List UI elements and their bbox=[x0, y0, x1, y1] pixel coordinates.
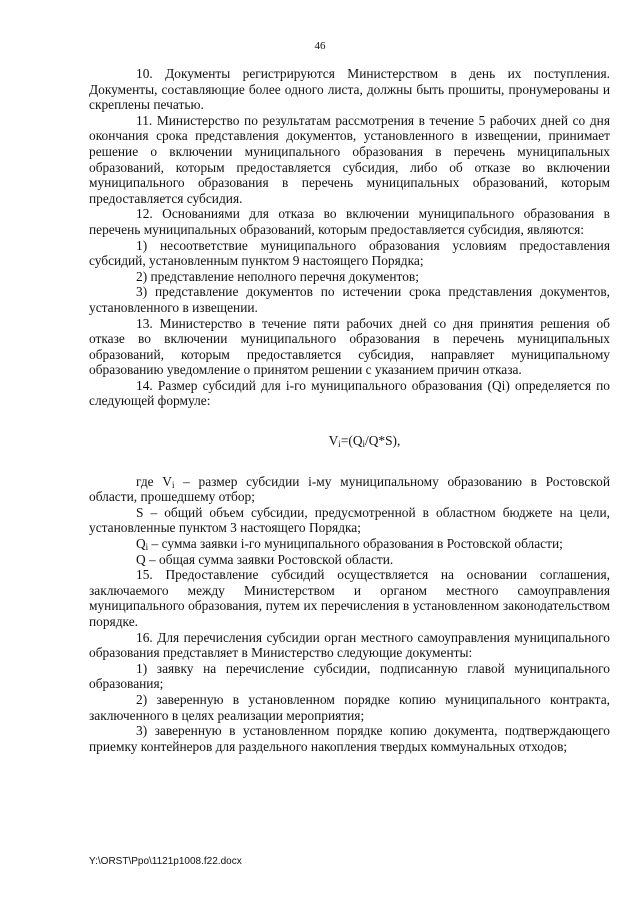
paragraph-13: 13. Министерство в течение пяти рабочих дней со дня принятия решения об отказе во включении муниципального образования в перечень муниципальных образований, которым предоставляется субсидия, направляет муниципальному образованию уведомление о принятом решении с указанием причин отказа. bbox=[89, 315, 610, 378]
paragraph-16-item-2: 2) заверенную в установленном порядке копию муниципального контракта, заключенного в целях реализации мероприятия; bbox=[89, 691, 610, 723]
paragraph-15: 15. Предоставление субсидий осуществляется на основании соглашения, заключаемого между Министерством и органом местного самоуправления муниципального образования, путем их перечисления в установленном законодательством порядке. bbox=[89, 567, 610, 629]
formula-q-subscript: i bbox=[362, 439, 366, 450]
definition-qi-symbol: Q bbox=[136, 536, 146, 552]
definition-v-text: – размер субсидии i-му муниципальному образованию в Ростовской области, прошедшему отбор; bbox=[89, 473, 610, 505]
formula-lhs: V bbox=[328, 433, 339, 449]
paragraph-16: 16. Для перечисления субсидии орган местного самоуправления муниципального образования представляет в Министерство следующие документы: bbox=[89, 629, 610, 661]
paragraph-16-item-1: 1) заявку на перечисление субсидии, подписанную главой муниципального образования; bbox=[89, 660, 610, 692]
paragraph-12-item-2: 2) представление неполного перечня документов; bbox=[136, 268, 419, 284]
paragraph-12: 12. Основаниями для отказа во включении муниципального образования в перечень муниципальных образований, которым предоставляется субсидия, являются: bbox=[89, 206, 610, 237]
paragraph-10: 10. Документы регистрируются Министерством в день их поступления. Документы, составляющие более одного листа, должны быть прошиты, пронумерованы и скреплены печатью. bbox=[89, 66, 610, 113]
paragraph-12-item-3: 3) представление документов по истечении срока представления документов, установленного в извещении. bbox=[89, 284, 610, 315]
definition-v bbox=[89, 474, 610, 505]
definition-qi-text: – сумма заявки i-го муниципального образования в Ростовской области; bbox=[148, 536, 563, 552]
definition-v-subscript: i bbox=[171, 479, 175, 490]
subsidy-formula bbox=[89, 433, 610, 449]
formula-rest: /Q*S), bbox=[365, 433, 401, 449]
page-number: 46 bbox=[314, 40, 326, 52]
definition-qi-subscript: i bbox=[145, 542, 149, 553]
footer-file-path: Y:\ORST\Ppo\1121p1008.f22.docx bbox=[89, 856, 242, 867]
paragraph-11: 11. Министерство по результатам рассмотрения в течение 5 рабочих дней со дня окончания срока представления документов, установленного в извещении, принимает решение о включении муниципального образования в перечень муниципальных образований, которым предоставляется субсидия, либо об отказе во включении муниципального образования в перечень муниципальных образований, которым предоставляется субсидия. bbox=[89, 112, 610, 206]
paragraph-14: 14. Размер субсидий для i-го муниципального образования (Qi) определяется по следующей формуле: bbox=[89, 377, 610, 409]
definition-s: S – общий объем субсидии, предусмотренной в областном бюджете на цели, установленные пунктом 3 настоящего Порядка; bbox=[89, 504, 610, 536]
definition-q-total: Q – общая сумма заявки Ростовской области. bbox=[136, 551, 394, 567]
definition-qi bbox=[89, 536, 610, 552]
document-body bbox=[89, 66, 610, 754]
definition-v-symbol: где V bbox=[136, 473, 172, 489]
paragraph-16-item-3: 3) заверенную в установленном порядке копию документа, подтверждающего приемку контейнеров для раздельного накопления твердых коммунальных отходов; bbox=[89, 723, 610, 754]
paragraph-12-item-1: 1) несоответствие муниципального образования условиям предоставления субсидий, установленным пунктом 9 настоящего Порядка; bbox=[89, 237, 610, 269]
formula-eq: =(Q bbox=[340, 433, 363, 449]
formula-lhs-subscript: i bbox=[338, 439, 341, 450]
